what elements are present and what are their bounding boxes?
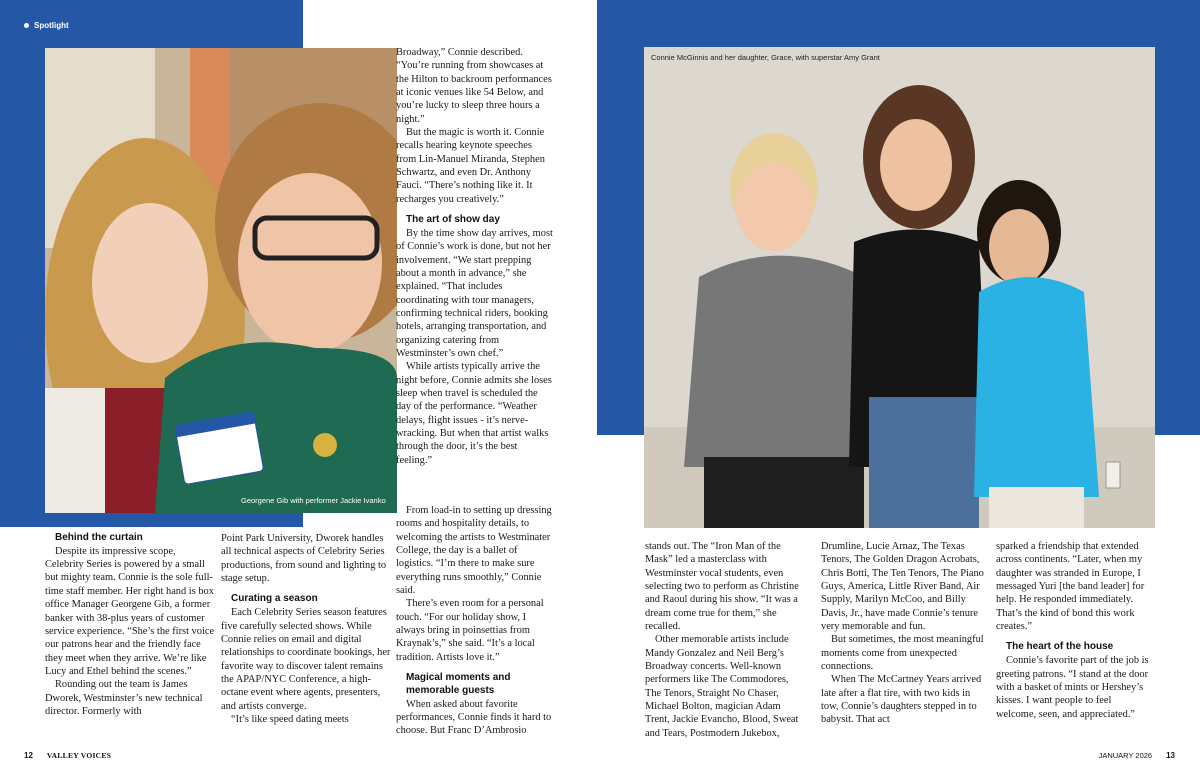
section-label-text: Spotlight	[34, 21, 69, 30]
page-number-right: 13	[1166, 751, 1175, 760]
paragraph: Other memorable artists include Mandy Gonzalez and Neil Berg’s Broadway concerts. Well-known performers like The Commodores, The Tenors, Straight No Chaser, Michael Bolton, magician Adam Trent, Jackie Evancho, Blood, Sweat and Tears, Postmodern Jukebox,	[645, 634, 799, 739]
paragraph: But the magic is worth it. Connie recalls hearing keynote speeches from Lin-Manuel Miranda, Stephen Schwartz, and even Dr. Anthony Fauci. “There’s nothing like it. It recharges you creatively.”	[396, 127, 545, 205]
paragraph: When asked about favorite performances, Connie finds it hard to choose. But Franc D’Ambrosio	[396, 698, 552, 737]
paragraph: But sometimes, the most meaningful moments come from unexpected connections.	[821, 634, 984, 673]
article-column-3-continued	[396, 505, 554, 738]
section-label	[24, 21, 69, 30]
photo-caption-left: Georgene Gib with performer Jackie Ivanko	[241, 496, 386, 505]
subheading-curating-a-season: Curating a season	[231, 593, 318, 605]
footer-left	[24, 751, 111, 760]
paragraph: While artists typically arrive the night before, Connie admits she loses sleep when travel is scheduled the day of the performance. “Weather delays, flight issues - it’s nerve-wracking. But when that artist walks through the door, it’s the best feeling.”	[396, 361, 552, 466]
article-column-6	[996, 540, 1154, 721]
publication-name: VALLEY VOICES	[46, 751, 112, 760]
article-column-1	[45, 532, 215, 718]
subheading-art-of-show-day: The art of show day	[406, 214, 500, 226]
paragraph: Broadway,” Connie described. “You’re running from showcases at the Hilton to backroom performances at iconic venues like 54 Below, and you’re lucky to sleep three hours a night.”	[396, 47, 552, 125]
paragraph: “It’s like speed dating meets	[231, 713, 349, 725]
issue-date: JANUARY 2026	[1098, 751, 1153, 760]
paragraph: Drumline, Lucie Arnaz, The Texas Tenors, The Golden Dragon Acrobats, Chris Botti, The Ten Tenors, The Piano Guys, America, Little River Band, Air Supply, Marilyn McCoo, and Billy Davis, Jr., have made Connie’s tenure very memorable and fun.	[821, 541, 984, 633]
paragraph: Connie’s favorite part of the job is greeting patrons. “I stand at the door with a basket of mints or Hershey’s kisses. I want people to feel welcome, seen, and appreciated.”	[996, 655, 1149, 720]
paragraph: Point Park University, Dworek handles all technical aspects of Celebrity Series productions, from sound and lighting to stage setup.	[221, 533, 387, 585]
paragraph: stands out. The “Iron Man of the Mask” led a masterclass with Westminster vocal students, even selecting two to perform as Christine and Raoul during his show. “It was a dream come true for them,” she recalled.	[645, 541, 799, 633]
article-column-4	[645, 540, 805, 740]
paragraph: By the time show day arrives, most of Connie’s work is done, but not her involvement. “We start prepping about a month in advance,” she explained. “That includes coordinating with tour managers, confirming technical riders, booking hotels, arranging transportation, and organizing catering from Westminster’s own chef.”	[396, 227, 553, 360]
subheading-behind-the-curtain: Behind the curtain	[55, 532, 143, 543]
article-column-2	[221, 532, 391, 726]
paragraph: Despite its impressive scope, Celebrity Series is powered by a small but mighty team. Connie is the sole full-time staff member. Her right hand is box office Manager Georgene Gib, a former banker with 38-plus years of customer service experience. “She’s the first voice our patrons hear and the friendly face they meet when they arrive. We’re like Lucy and Ethel behind the scenes.”	[45, 545, 215, 677]
page-number-left: 12	[24, 751, 33, 760]
bullet-icon	[24, 23, 29, 28]
paragraph: When The McCartney Years arrived late after a flat tire, with two kids in tow, Connie’s daughters stepped in to babysit. That act	[821, 674, 982, 726]
subheading-heart-of-the-house: The heart of the house	[1006, 641, 1114, 653]
paragraph: Rounding out the team is James Dworek, Westminster’s new technical director. Formerly with	[45, 679, 203, 717]
subheading-magical-moments: Magical moments and memorable guests	[406, 672, 511, 696]
paragraph: There’s even room for a personal touch. “For our holiday show, I always bring in poinsettias from Kraynak’s,” she said. “It’s a local tradition. Artists love it.”	[396, 598, 544, 663]
paragraph: sparked a friendship that extended across continents. “Later, when my daughter was stranded in Europe, I messaged Yuri [the band leader] for help. He responded immediately. That’s the kind of bond this work creates.”	[996, 541, 1145, 633]
paragraph: From load-in to setting up dressing rooms and hospitality details, to welcoming the artists to Westminater College, the day is a ballet of logistics. “I’m there to make sure everything runs smoothly,” Connie said.	[396, 505, 552, 597]
footer-right	[1099, 751, 1175, 760]
article-column-5	[821, 540, 984, 727]
photo-caption-right: Connie McGinnis and her daughter, Grace, with superstar Amy Grant	[651, 53, 880, 62]
photo-georgene-jackie	[45, 48, 397, 513]
article-column-3	[396, 46, 554, 467]
paragraph: Each Celebrity Series season features five carefully selected shows. While Connie relies on email and digital relationships to coordinate bookings, her favorite way to discover talent remains the APAP/NYC Conference, a high-octane event where agents, presenters, and artists converge.	[221, 607, 391, 712]
photo-connie-grace-amy	[644, 47, 1155, 528]
